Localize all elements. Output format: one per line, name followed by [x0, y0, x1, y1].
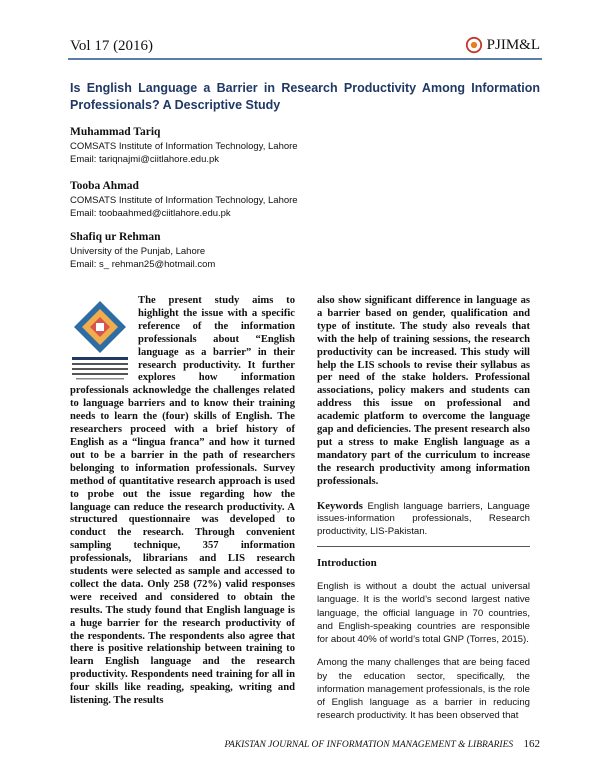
keywords-text: English language barriers, Language issues-information professionals, Research productivity, LIS-Pakistan. — [317, 500, 531, 537]
page-footer — [70, 738, 540, 750]
author-name: Shafiq ur Rehman — [70, 231, 161, 243]
keywords-label: Keywords — [317, 500, 363, 512]
author-email: Email: toobaahmed@ciitlahore.edu.pk — [70, 208, 231, 219]
journal-brand — [465, 36, 540, 54]
author-affiliation: COMSATS Institute of Information Technology, Lahore — [70, 140, 298, 152]
introduction-paragraph: Among the many challenges that are being faced by the education sector, specifically, the information management professionals, is the role of English language as a barrier in reducing research productivity. It has been observed that — [317, 657, 530, 722]
author-email: Email: tariqnajmi@ciitlahore.edu.pk — [70, 154, 220, 165]
paper-title: Is English Language a Barrier in Research Productivity Among Information Professionals? A Descriptive Study — [70, 81, 540, 112]
introduction-paragraph: English is without a doubt the actual universal language. It is the world’s second largest native language, the official language in 70 countries, and English-speaking countries are responsible for about 40% of world’s total GNP (Torres, 2015). — [317, 581, 530, 646]
footer-journal-name: PAKISTAN JOURNAL OF INFORMATION MANAGEMENT & LIBRARIES — [224, 740, 514, 750]
section-rule — [317, 546, 530, 547]
author-affiliation: COMSATS Institute of Information Technology, Lahore — [70, 194, 298, 206]
introduction-heading: Introduction — [317, 557, 377, 570]
keywords-line — [317, 501, 530, 539]
author-block — [70, 126, 530, 167]
abstract-continued: also show significant difference in language as a barrier based on gender, qualification and type of institute. The study also reveals that with the help of training sessions, the research productivity can be increased. This study will help the LIS schools to revise their syllabus as per need of the stake holders. Professional associations, policy makers and students can address this issue on professional and academic platform to overcome the language gap and deficiencies. The present research also put a stress to make English language as a mandatory part of the curriculum to increase the research productivity among information professionals. — [317, 295, 530, 487]
department-logo-icon — [70, 299, 130, 382]
abstract-text: The present study aims to highlight the issue with a specific reference of the information professionals about “English language as a barrier” in their research productivity. It further explores how information professionals acknowledge the challenges related to language barriers and to know their training needs to learn the (four) skills of English. The researchers proceed with a brief history of English as a “lingua franca” and how it turned out to be a barrier in the path of researchers belonging to information professionals. Survey method of quantitative research approach is used to probe out the issue regarding how the language can reduce the research productivity. A structured questionnaire was developed to conduct the research. Through convenient sampling technique, 357 information professionals, librarians and LIS research students were selected as sample and accessed to collect the data. Only 258 (72%) valid responses were received and considered to obtain the results. The study found that English language is a huge barrier for the research productivity of the respondents. The respondents also agree that there is positive relationship between training to learn English language and the research productivity. Respondents need training for all in four skills like reading, speaking, writing and listening. The results — [70, 295, 295, 707]
right-column — [317, 295, 530, 722]
author-block — [70, 231, 530, 272]
author-block — [70, 180, 530, 221]
author-email: Email: s_ rehman25@hotmail.com — [70, 259, 216, 270]
journal-logo-icon — [465, 36, 483, 54]
author-name: Tooba Ahmad — [70, 180, 139, 192]
volume-label: Vol 17 (2016) — [70, 38, 154, 54]
abstract-left-column — [70, 295, 295, 708]
page-number: 162 — [523, 738, 540, 750]
journal-short-name: PJIM&L — [486, 36, 540, 53]
author-affiliation: University of the Punjab, Lahore — [70, 245, 206, 257]
header-rule — [68, 58, 542, 60]
author-name: Muhammad Tariq — [70, 126, 161, 138]
